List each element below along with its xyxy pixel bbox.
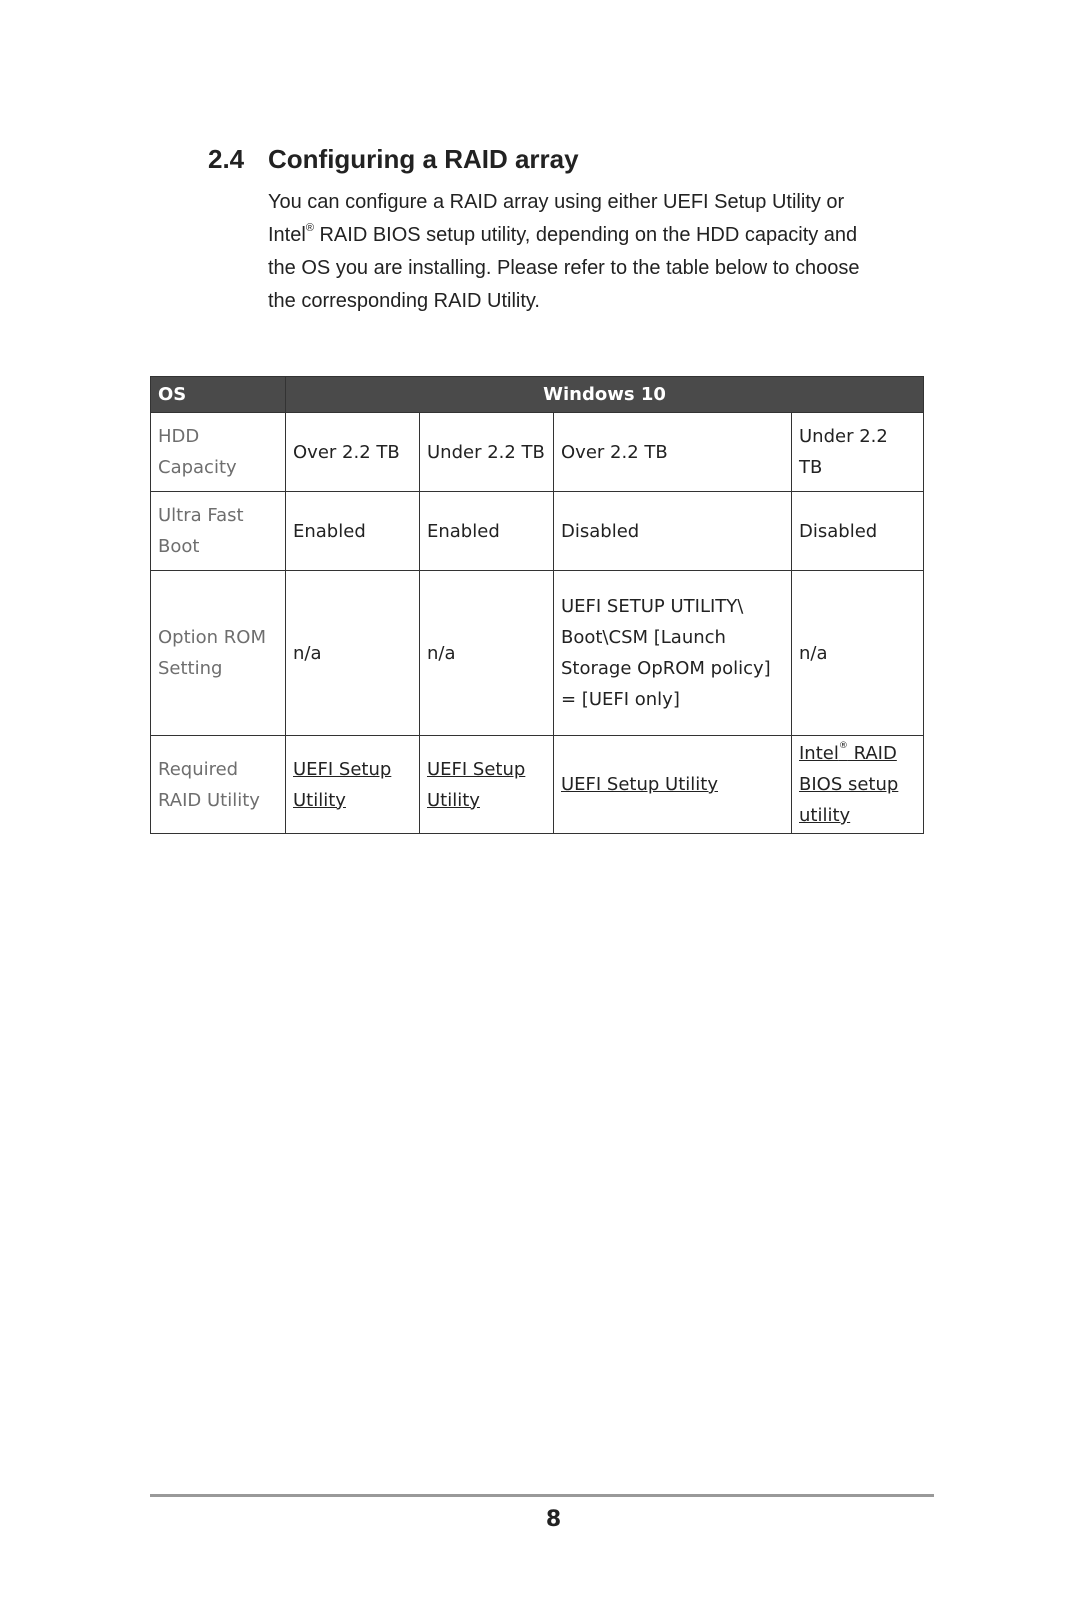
capacity-cell: Over 2.2 TB xyxy=(286,413,420,492)
intro-text-part2: RAID BIOS setup utility, depending on the HDD capacity and the OS you are installing. Please refer to the table below to choose the corresponding RAID Utility. xyxy=(268,224,860,312)
registered-mark: ® xyxy=(305,222,314,235)
option-rom-cell: UEFI SETUP UTILITY\ Boot\CSM [Launch Storage OpROM policy] = [UEFI only] xyxy=(554,571,792,736)
ultra-fast-boot-cell: Disabled xyxy=(554,492,792,571)
uefi-setup-utility-link[interactable]: UEFI Setup Utility xyxy=(293,758,392,811)
intel-registered-mark: ® xyxy=(838,741,848,751)
table-row-required-utility xyxy=(151,736,924,834)
row-label-option-rom: Option ROM Setting xyxy=(151,571,286,736)
utility-cell xyxy=(554,736,792,834)
option-rom-cell: n/a xyxy=(286,571,420,736)
table-row-option-rom xyxy=(151,571,924,736)
capacity-cell: Under 2.2 TB xyxy=(792,413,924,492)
row-label-ultra-fast-boot: Ultra Fast Boot xyxy=(151,492,286,571)
utility-cell xyxy=(286,736,420,834)
intel-raid-bios-utility-link[interactable] xyxy=(799,743,898,826)
intro-text-part1: You can configure a RAID array using either UEFI Setup Utility or Intel xyxy=(268,191,845,246)
os-header-cell: OS xyxy=(151,377,286,413)
table-row-hdd-capacity xyxy=(151,413,924,492)
utility-cell xyxy=(420,736,554,834)
option-rom-cell: n/a xyxy=(420,571,554,736)
intro-paragraph xyxy=(268,186,888,318)
raid-utility-table xyxy=(150,376,924,834)
ultra-fast-boot-cell: Disabled xyxy=(792,492,924,571)
uefi-setup-utility-link[interactable]: UEFI Setup Utility xyxy=(427,758,526,811)
section-number: 2.4 xyxy=(208,144,245,174)
option-rom-cell: n/a xyxy=(792,571,924,736)
table-row-ultra-fast-boot xyxy=(151,492,924,571)
footer-divider xyxy=(150,1494,934,1497)
section-title: Configuring a RAID array xyxy=(268,144,579,174)
utility-cell xyxy=(792,736,924,834)
section-heading xyxy=(208,144,579,175)
uefi-setup-utility-link[interactable]: UEFI Setup Utility xyxy=(561,774,718,795)
os-value-cell: Windows 10 xyxy=(286,377,924,413)
row-label-hdd-capacity: HDD Capacity xyxy=(151,413,286,492)
row-label-required-utility: Required RAID Utility xyxy=(151,736,286,834)
intel-prefix: Intel xyxy=(799,743,839,764)
intel-suffix: RAID BIOS setup utility xyxy=(799,743,899,826)
ultra-fast-boot-cell: Enabled xyxy=(286,492,420,571)
capacity-cell: Under 2.2 TB xyxy=(420,413,554,492)
capacity-cell: Over 2.2 TB xyxy=(554,413,792,492)
table-header-row xyxy=(151,377,924,413)
page-number: 8 xyxy=(545,1507,562,1532)
ultra-fast-boot-cell: Enabled xyxy=(420,492,554,571)
